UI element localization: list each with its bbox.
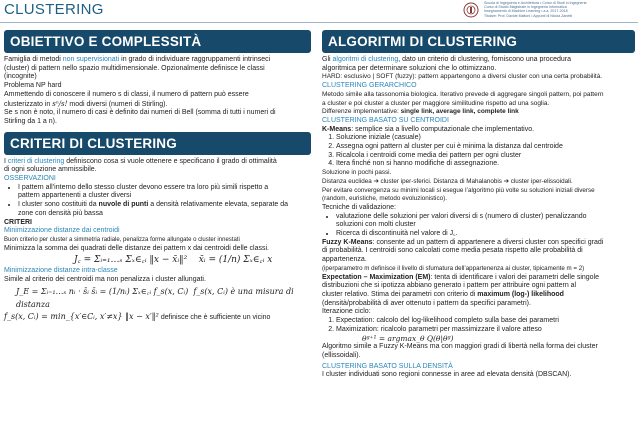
subheading-min-centroidi: Minimizzazione distanze dai centroidi	[4, 227, 120, 235]
list-item: 2. Maximization: ricalcolo parametri per massimizzare il valore atteso	[336, 326, 635, 335]
text: Tecniche di validazione:	[322, 203, 396, 211]
subheading-min-intra: Minimizzazione distanze intra-classe	[4, 267, 118, 275]
text: (incognite)	[4, 73, 37, 81]
highlight-text: algoritmi di clustering	[332, 56, 399, 63]
text: Simile al criterio dei centroidi ma non penalizza i cluster allungati.	[4, 276, 206, 284]
text: Ammettendo di conoscere il numero s di classi, il numero di pattern può essere	[4, 90, 249, 98]
text: Minimizza la somma dei quadrati delle distanze dei pattern x dai centroidi delle classi.	[4, 244, 269, 252]
highlight-text: criteri di clustering	[7, 157, 65, 165]
list-item: 1. Expectation: calcolo del log-likelihood completo sulla base dei parametri	[336, 317, 635, 326]
text: I cluster individuati sono regioni connesse in aree ad elevata densità (DBSCAN).	[322, 371, 572, 379]
section-title-obiettivo: OBIETTIVO E COMPLESSITÀ	[4, 30, 311, 53]
list-item: • valutazione delle soluzioni per valori diversi di s (numero di cluster) penalizzando soluzioni con molti cluster	[336, 213, 635, 230]
list-item: 1. Soluzione iniziale (casuale)	[336, 134, 635, 143]
stirling-formula: sⁿ/s!	[52, 99, 68, 108]
text: (densità/probabilità di aver ottenuto i pattern da specifici parametri).	[322, 299, 531, 307]
section-obiettivo-body	[4, 56, 311, 127]
course-info-line: Scuola di Ingegneria e Architettura • Corso di Studi in Ingegneria	[484, 1, 587, 5]
text: Se s non è noto, il numero di casi è definito dai numeri di Bell (somma di tutti i numeri di	[4, 109, 276, 117]
left-column	[4, 30, 311, 323]
text: Per evitare convergenza su minimi locali si esegue l’algoritmo più volte su soluzioni iniziali diverse	[322, 186, 595, 194]
list-item: 2. Assegna ogni pattern al cluster per cui è minima la distanza dal centroide	[336, 143, 635, 152]
section-algoritmi-body: Gli algoritmi di clustering, dato un criterio di clustering, forniscono una procedura algoritmica per determinare soluzioni che lo ottimizzano. HARD: esclusivo | SOFT (fuzzy): pattern appartengono a diversi cluster con una certa probabilità. CLUSTERING GERARCHICO Metodo simile alla tassonomia biologica. Iterativo prevede di aggregare singoli pattern, poi pattern a cluster e poi cluster a cluster per maggiore similitudine rispetto ad una soglia. Differenze implementative: single link, average link, complete link CLUSTERING BASATO SU CENTROIDI K-Means: semplice sia a livello computazionale che implementativo. 1. Soluzione iniziale (casuale) 2. Assegna ogni pattern al cluster per cui è minima la distanza dal centroide 3. Ricalcola i centroidi come media dei pattern per ogni cluster 4. Itera finché non si hanno modifiche di assegnazione. Soluzione in pochi passi. Distanza euclidea ➔ cluster iper-sferici. Distanza di Mahalanobis ➔ cluster iper-elissoidali. Per evitare convergenza su minimi locali si esegue l’algoritmo più volte su soluzioni iniziali diverse (random, euristiche, metodo evoluzionistico). Tecniche di validazione: • valutazione delle soluzioni per valori diversi di s (numero di cluster) penalizzando soluzioni con molti cluster • Ricerca di discontinuità nel valore di J꜀. Fuzzy K-Means: consente ad un pattern di appartenere a diversi cluster con specifici gradi di probabilità. I centroidi sono calcolati come media pesata rispetto alle probabilità di appartenenza. (iperparametro m definisce il livello di sfumatura dell’appartenenza ai cluster, tipicamente m = 2) Expectation – Maximization (EM): tenta di identificare i valori dei parametri delle singole distribuzioni che si ipotizza abbiano generato i pattern per attribuire ogni pattern al cluster relativo. Stima dei parametri con criterio di maximum (log-) likelihood (densità/probabilità di aver ottenuto i pattern da specifici parametri). Iterazione ciclo: 1. Expectation: calcolo del log-likelihood completo sulla base dei parametri 2. Maximization: ricalcolo parametri per massimizzare il valore atteso θᵍ⁺¹ = argmax_θ Q(θ|θᵍ) Algoritmo simile a Fuzzy K-Means ma con maggiori gradi di libertà nella forma dei cluster (ellissoidali). CLUSTERING BASATO SULLA DENSITÀ I cluster individuati sono regioni connesse in aree ad elevata densità (DBSCAN).	[322, 56, 635, 380]
list-item: 3. Ricalcola i centroidi come media dei pattern per ogni cluster	[336, 152, 635, 161]
list-item: • Ricerca di discontinuità nel valore di J꜀.	[336, 230, 635, 239]
subheading-centroidi: CLUSTERING BASATO SU CENTROIDI	[322, 116, 449, 124]
text: Problema NP hard	[4, 82, 62, 90]
highlight-text: non supervisionati	[62, 56, 120, 63]
text: (cluster) di pattern nello spazio multidimensionale. Opzionalmente definisce le classi	[4, 64, 265, 72]
formula-jc: J꜀ = Σᵢ₌₁…ₛ Σₓ∈꜀ᵢ ‖x − x̄ᵢ‖² x̄ᵢ = (1/n) Σₓ∈꜀ᵢ x	[74, 255, 273, 266]
course-info-line: Titolare: Prof. Davide Maltoni • Appunti di Nicola Zanetti	[484, 13, 573, 18]
subheading-osservazioni: OSSERVAZIONI	[4, 175, 56, 183]
formula-je: J_E = Σᵢ₌₁…ₛ nᵢ · s̄ᵢ s̄ᵢ = (1/nᵢ) Σₓ∈꜀ᵢ f_s(x, Cᵢ) f_s(x, Cᵢ) è una misura di distanza	[16, 286, 294, 309]
text: I	[4, 157, 8, 165]
text: Famiglia di metodi	[4, 56, 63, 63]
section-criteri-body	[4, 158, 311, 323]
list-item: • I cluster sono costituiti da nuvole di punti a densità relativamente elevata, separate da zone con densità più bassa	[18, 201, 311, 218]
text: di probabilità. I centroidi sono calcolati come media pesata rispetto alle probabilità di	[322, 247, 583, 255]
page-header	[0, 0, 638, 23]
text: Metodo simile alla tassonomia biologica. Iterativo prevede di aggregare singoli pattern, poi pattern	[322, 90, 604, 98]
text: distribuzioni che si ipotizza abbiano generato i pattern per attribuire ogni pattern al	[322, 282, 577, 290]
text: Iterazione ciclo:	[322, 308, 371, 316]
text: (random, euristiche, metodo evoluzionistico).	[322, 195, 447, 203]
text: (iperparametro m definisce il livello di sfumatura dell’appartenenza ai cluster, tipicamente m = 2)	[322, 264, 585, 272]
text: (ellissoidali).	[322, 351, 361, 359]
text: a cluster e poi cluster a cluster per maggiore similitudine rispetto ad una soglia.	[322, 99, 550, 107]
validation-list	[322, 213, 635, 239]
subheading-gerarchico: CLUSTERING GERARCHICO	[322, 82, 417, 90]
text: Distanza euclidea ➔ cluster iper-sferici. Distanza di Mahalanobis ➔ cluster iper-elissoidali.	[322, 177, 573, 185]
subheading-densita: CLUSTERING BASATO SULLA DENSITÀ	[322, 362, 453, 370]
text: di ogni soluzione ammissibile.	[4, 166, 97, 174]
em-steps	[322, 317, 635, 334]
course-info-line: Corso di Studio Magistrale in Ingegneria Informatica	[484, 5, 567, 10]
text: in grado di individuare raggruppamenti intrinseci	[119, 56, 271, 63]
text: Soluzione in pochi passi.	[322, 169, 392, 177]
subheading-criteri: CRITERI	[4, 218, 32, 226]
text: Stirling da 1 a n).	[4, 117, 57, 125]
course-info	[484, 1, 636, 18]
text: HARD: esclusivo | SOFT (fuzzy): pattern appartengono a diversi cluster con una certa probabilità.	[322, 73, 603, 81]
text: algoritmica per determinare soluzioni che lo ottimizzano.	[322, 64, 497, 72]
list-item: 4. Itera finché non si hanno modifiche di assegnazione.	[336, 160, 635, 169]
text: modi diversi (numeri di Stirling).	[67, 100, 168, 108]
text: clusterizzato in	[4, 100, 53, 108]
list-item: • I pattern all’interno dello stesso cluster devono essere tra loro più simili rispetto a pattern appartenenti a cluster diversi	[18, 184, 311, 201]
right-column	[322, 30, 635, 380]
text: definiscono cosa si vuole ottenere e specificano il grado di ottimalità	[64, 157, 277, 165]
section-title-criteri: CRITERI DI CLUSTERING	[4, 132, 311, 155]
formula-fs: f_s(x, Cᵢ) = min_{x′∈Cᵢ, x′≠x} ‖x − x′‖² definisce che è sufficiente un vicino	[4, 311, 271, 321]
kmeans-steps	[322, 134, 635, 169]
section-title-algoritmi: ALGORITMI DI CLUSTERING	[322, 30, 635, 53]
course-info-line: Insegnamento di Machine Learning • a.a. 2017-2018	[484, 9, 568, 14]
text: appartenenza.	[322, 256, 367, 264]
text: Algoritmo simile a Fuzzy K-Means ma con maggiori gradi di libertà nella forma dei cluster	[322, 343, 598, 351]
observations-list	[4, 184, 311, 219]
text: Buon criterio per cluster a simmetria radiale, penalizza forme allungate o cluster innestati	[4, 236, 240, 243]
page-title: CLUSTERING	[4, 1, 104, 18]
university-seal-icon	[462, 2, 480, 18]
formula-em: θᵍ⁺¹ = argmax_θ Q(θ|θᵍ)	[362, 333, 454, 343]
